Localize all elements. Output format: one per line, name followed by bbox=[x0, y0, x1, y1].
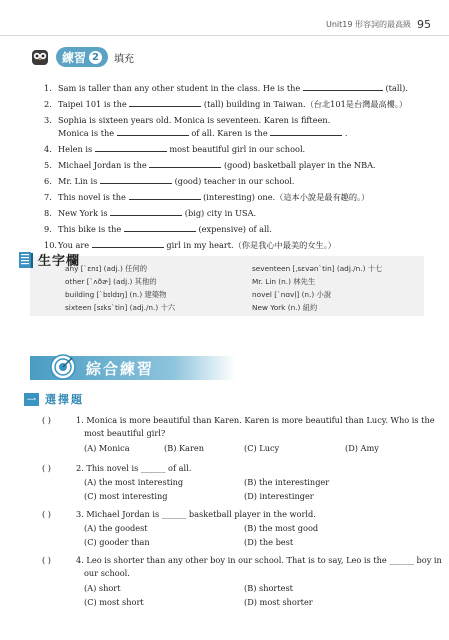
mc-option[interactable]: (C) most short bbox=[84, 597, 144, 607]
unit-title: Unit19 形容詞的最高級 bbox=[325, 20, 411, 29]
question-10: 10.You are girl in my heart.（你是我心中最美的女生。） bbox=[44, 240, 336, 250]
mc-option[interactable]: (C) most interesting bbox=[84, 491, 168, 501]
mc-heading bbox=[24, 391, 84, 407]
vocab-item: any [ˋɛnɪ] (adj.) 任何的 bbox=[65, 264, 148, 273]
question-4: 4. Helen is most beautiful girl in our school. bbox=[44, 144, 306, 154]
mc-question-4-cont: our school. bbox=[84, 568, 130, 578]
vocab-item: sixteen [sɪksˋtin] (adj./n.) 十六 bbox=[65, 303, 176, 312]
answer-blank[interactable] bbox=[124, 223, 196, 232]
question-1: 1. Sam is taller than any other student in the class. He is the (tall). bbox=[44, 83, 408, 93]
page-number: 95 bbox=[417, 18, 431, 31]
mc-option[interactable]: (A) the most interesting bbox=[84, 477, 184, 487]
question-9: 9. This bike is the (expensive) of all. bbox=[44, 224, 272, 234]
mc-option[interactable]: (D) Amy bbox=[345, 443, 379, 453]
answer-blank[interactable] bbox=[149, 159, 221, 168]
header-divider bbox=[0, 35, 449, 36]
question-2: 2. Taipei 101 is the (tall) building in Taiwan.（台北101是台灣最高樓。） bbox=[44, 99, 408, 109]
book-icon bbox=[18, 251, 34, 269]
mc-question-3: 3. Michael Jordan is ______ basketball player in the world. bbox=[76, 509, 316, 519]
answer-blank[interactable] bbox=[100, 175, 172, 184]
page-header bbox=[326, 18, 431, 31]
mc-option[interactable]: (B) Karen bbox=[164, 443, 205, 453]
question-3-line-2: Monica is the of all. Karen is the . bbox=[58, 128, 348, 138]
exercise-badge-number: 2 bbox=[89, 51, 102, 64]
question-6: 6. Mr. Lin is (good) teacher in our school. bbox=[44, 176, 295, 186]
answer-paren[interactable]: ( ) bbox=[42, 509, 51, 519]
question-3: 3. Sophia is sixteen years old. Monica is seventeen. Karen is fifteen. bbox=[44, 115, 331, 125]
question-5: 5. Michael Jordan is the (good) basketball player in the NBA. bbox=[44, 160, 376, 170]
mc-option[interactable]: (C) gooder than bbox=[84, 537, 150, 547]
answer-blank[interactable] bbox=[110, 207, 182, 216]
answer-paren[interactable]: ( ) bbox=[42, 415, 51, 425]
owl-icon bbox=[30, 47, 50, 67]
answer-blank[interactable] bbox=[270, 127, 342, 136]
mc-option[interactable]: (B) shortest bbox=[244, 583, 293, 593]
answer-paren[interactable]: ( ) bbox=[42, 555, 51, 565]
mc-number: 一 bbox=[24, 393, 39, 406]
mc-option[interactable]: (B) the interestinger bbox=[244, 477, 330, 487]
answer-blank[interactable] bbox=[129, 191, 201, 200]
mc-option[interactable]: (C) Lucy bbox=[244, 443, 280, 453]
mc-option[interactable]: (D) most shorter bbox=[244, 597, 313, 607]
mc-option[interactable]: (B) the most good bbox=[244, 523, 319, 533]
question-7: 7. This novel is the (interesting) one.（這本小說是最有趣的。） bbox=[44, 192, 370, 202]
vocab-item: building [ˋbɪldɪŋ] (n.) 建築物 bbox=[65, 290, 167, 299]
answer-blank[interactable] bbox=[92, 239, 164, 248]
section-title: 綜合練習 bbox=[86, 360, 155, 378]
vocab-item: other [ˋʌðɚ] (adj.) 其他的 bbox=[65, 277, 157, 286]
mc-option[interactable]: (A) Monica bbox=[84, 443, 130, 453]
vocab-item: Mr. Lin (n.) 林先生 bbox=[252, 277, 316, 286]
mc-option[interactable]: (A) short bbox=[84, 583, 121, 593]
vocab-item: seventeen [ˌsɛvənˋtin] (adj./n.) 十七 bbox=[252, 264, 383, 273]
exercise-heading bbox=[30, 46, 134, 68]
answer-blank[interactable] bbox=[303, 82, 383, 91]
target-icon bbox=[50, 354, 76, 380]
mc-question-1-cont: most beautiful girl? bbox=[84, 428, 166, 438]
exercise-badge bbox=[56, 47, 108, 67]
mc-option[interactable]: (A) the goodest bbox=[84, 523, 148, 533]
answer-paren[interactable]: ( ) bbox=[42, 463, 51, 473]
exercise-badge-label: 練習 bbox=[62, 50, 87, 65]
answer-blank[interactable] bbox=[117, 127, 189, 136]
mc-title: 選擇題 bbox=[45, 393, 84, 406]
answer-blank[interactable] bbox=[129, 98, 201, 107]
vocab-item: New York (n.) 紐約 bbox=[252, 303, 318, 312]
mc-question-2: 2. This novel is ______ of all. bbox=[76, 463, 192, 473]
vocab-item: novel [ˋnɑvḷ] (n.) 小說 bbox=[252, 290, 332, 299]
exercise-title: 填充 bbox=[114, 53, 135, 65]
answer-blank[interactable] bbox=[95, 143, 167, 152]
question-8: 8. New York is (big) city in USA. bbox=[44, 208, 257, 218]
mc-question-4: 4. Leo is shorter than any other boy in our school. That is to say, Leo is the ______ boy in bbox=[76, 555, 442, 565]
mc-question-1: 1. Monica is more beautiful than Karen. Karen is more beautiful than Lucy. Who is the bbox=[76, 415, 435, 425]
vocab-title: 生字欄 bbox=[38, 254, 81, 269]
mc-option[interactable]: (D) the best bbox=[244, 537, 294, 547]
mc-option[interactable]: (D) interestinger bbox=[244, 491, 314, 501]
